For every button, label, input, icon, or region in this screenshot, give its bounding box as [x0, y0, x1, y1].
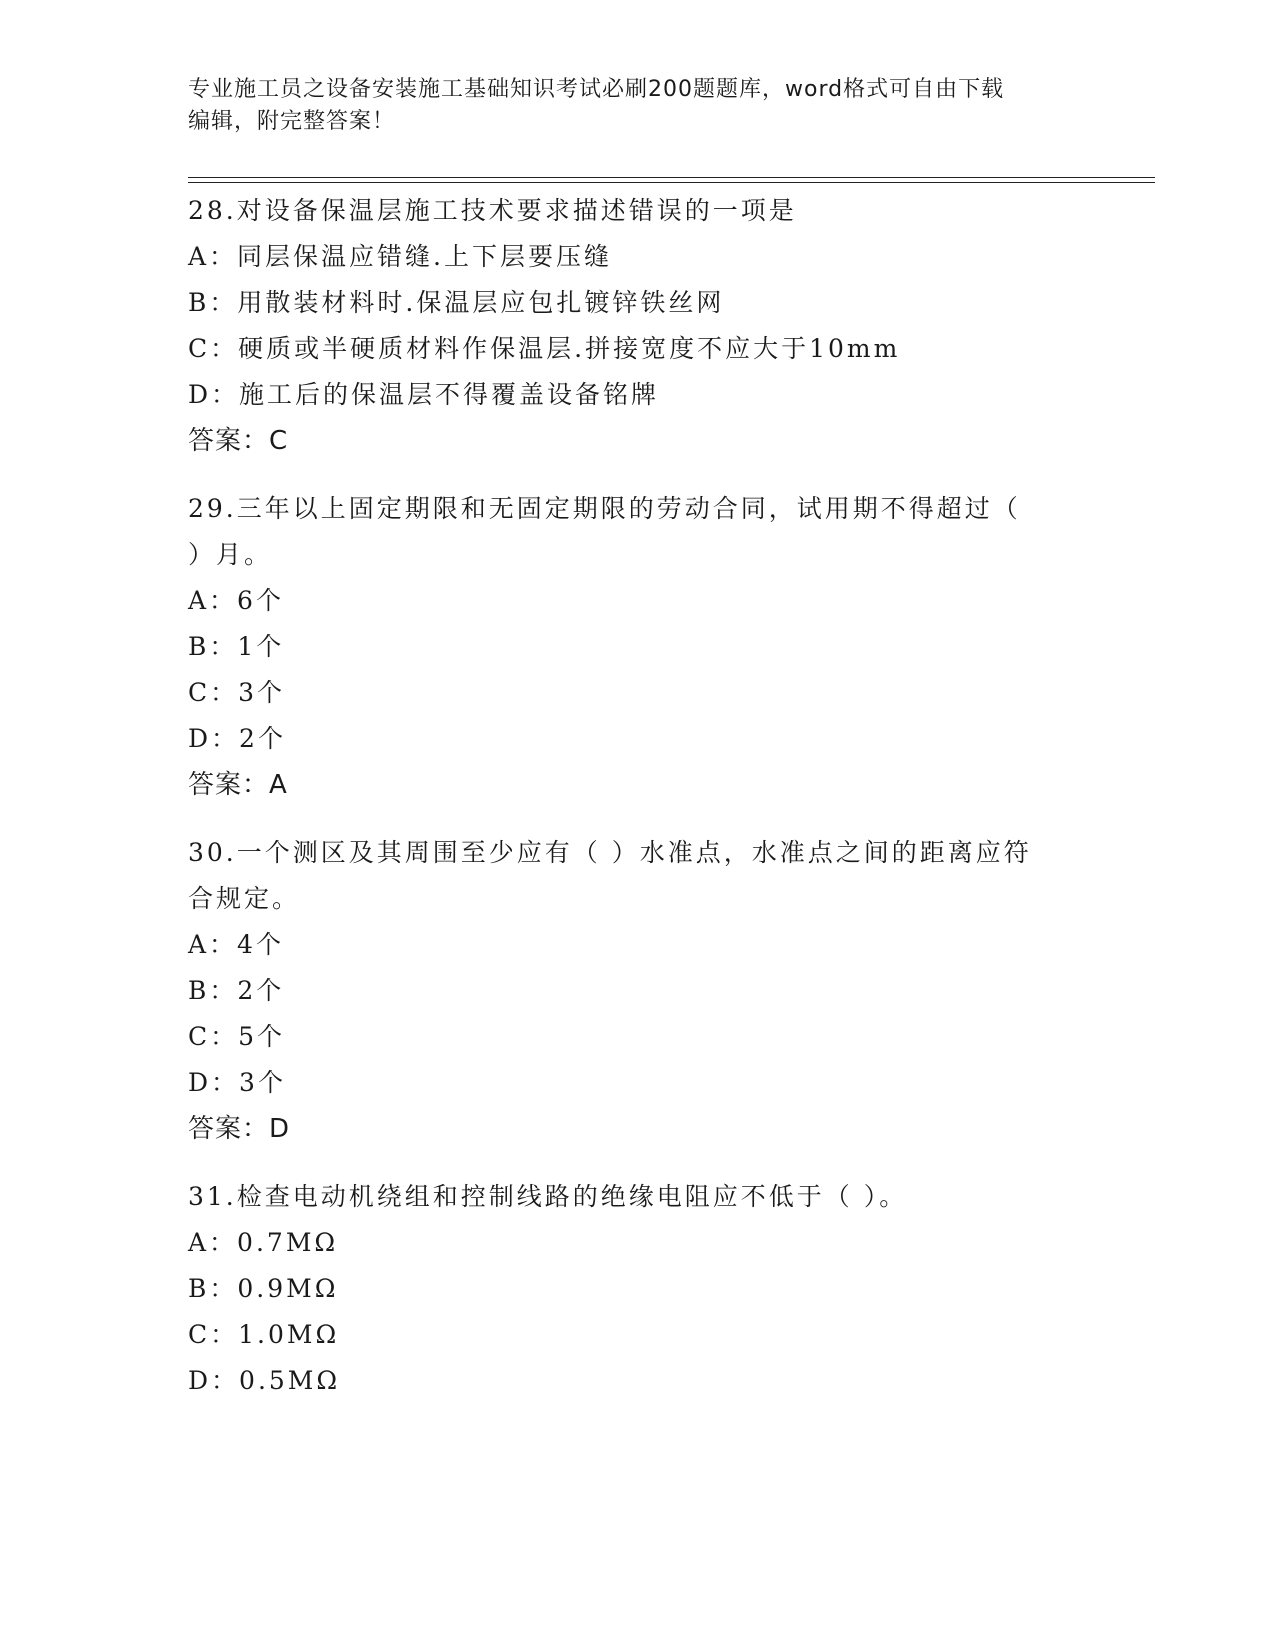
question-text: 31.检查电动机绕组和控制线路的绝缘电阻应不低于（ ）。	[188, 1182, 908, 1211]
header-line-2: 编辑，附完整答案！	[188, 109, 396, 134]
question-30	[188, 830, 1088, 1152]
option-c: C：3个	[188, 678, 286, 707]
option-a: A：4个	[188, 930, 284, 959]
question-text-continued: 合规定。	[188, 884, 301, 913]
option-d: D：3个	[188, 1068, 286, 1097]
question-text: 30.一个测区及其周围至少应有（ ）水准点，水准点之间的距离应符	[188, 838, 1032, 867]
question-28	[188, 188, 1088, 464]
question-text: 28.对设备保温层施工技术要求描述错误的一项是	[188, 196, 797, 225]
header-rule-top	[188, 177, 1155, 178]
question-31	[188, 1174, 1088, 1404]
option-b: B：1个	[188, 632, 285, 661]
option-b: B：用散装材料时.保温层应包扎镀锌铁丝网	[188, 288, 725, 317]
option-a: A：0.7MΩ	[188, 1228, 339, 1257]
answer-text: 答案：D	[188, 1114, 291, 1144]
option-d: D：2个	[188, 724, 286, 753]
document-header	[188, 74, 1088, 138]
option-c: C：5个	[188, 1022, 286, 1051]
option-d: D：施工后的保温层不得覆盖设备铭牌	[188, 380, 660, 409]
question-text: 29.三年以上固定期限和无固定期限的劳动合同，试用期不得超过（	[188, 494, 1021, 523]
question-29	[188, 486, 1088, 808]
question-text-continued: ）月。	[188, 540, 273, 569]
option-b: B：0.9MΩ	[188, 1274, 339, 1303]
header-rule-bottom	[188, 182, 1155, 183]
option-a: A：6个	[188, 586, 284, 615]
option-d: D：0.5MΩ	[188, 1366, 341, 1395]
answer-text: 答案：A	[188, 770, 288, 800]
answer-text: 答案：C	[188, 426, 289, 456]
option-b: B：2个	[188, 976, 285, 1005]
option-c: C：硬质或半硬质材料作保温层.拼接宽度不应大于10mm	[188, 334, 901, 363]
option-c: C：1.0MΩ	[188, 1320, 340, 1349]
option-a: A：同层保温应错缝.上下层要压缝	[188, 242, 613, 271]
header-line-1: 专业施工员之设备安装施工基础知识考试必刷200题题库，word格式可自由下载	[188, 77, 1005, 102]
question-list	[188, 188, 1088, 1426]
